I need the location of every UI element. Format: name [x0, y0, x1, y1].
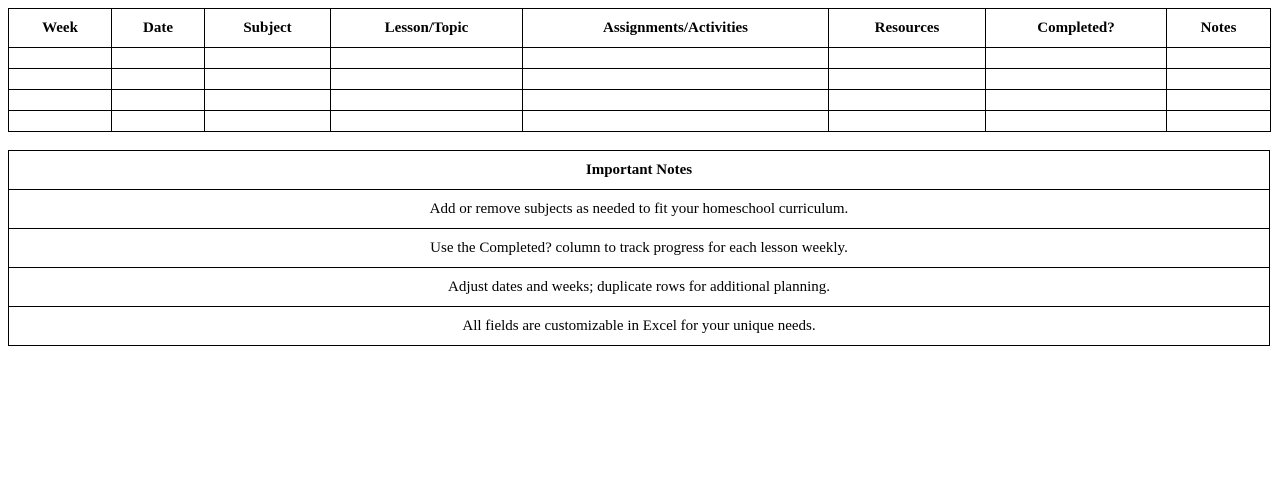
- table-row: [9, 48, 1271, 69]
- table-cell[interactable]: [9, 69, 112, 90]
- table-cell[interactable]: [829, 90, 986, 111]
- column-header-subject: Subject: [205, 9, 331, 48]
- table-row: [9, 69, 1271, 90]
- table-cell[interactable]: [1167, 111, 1271, 132]
- header-row: [9, 9, 1271, 48]
- table-cell[interactable]: [1167, 69, 1271, 90]
- table-cell[interactable]: [829, 48, 986, 69]
- note-item: Adjust dates and weeks; duplicate rows for additional planning.: [9, 268, 1270, 307]
- table-cell[interactable]: [9, 48, 112, 69]
- table-cell[interactable]: [112, 69, 205, 90]
- note-item: Use the Completed? column to track progress for each lesson weekly.: [9, 229, 1270, 268]
- column-header-date: Date: [112, 9, 205, 48]
- table-cell[interactable]: [9, 90, 112, 111]
- table-cell[interactable]: [112, 111, 205, 132]
- table-cell[interactable]: [205, 90, 331, 111]
- table-cell[interactable]: [523, 111, 829, 132]
- column-header-lesson-topic: Lesson/Topic: [331, 9, 523, 48]
- table-cell[interactable]: [331, 48, 523, 69]
- table-cell[interactable]: [829, 69, 986, 90]
- table-cell[interactable]: [331, 111, 523, 132]
- notes-row: [9, 229, 1270, 268]
- notes-row: [9, 190, 1270, 229]
- column-header-notes: Notes: [1167, 9, 1271, 48]
- notes-title: Important Notes: [9, 151, 1270, 190]
- table-cell[interactable]: [1167, 48, 1271, 69]
- table-cell[interactable]: [331, 90, 523, 111]
- column-header-resources: Resources: [829, 9, 986, 48]
- notes-header-row: [9, 151, 1270, 190]
- column-header-assignments-activities: Assignments/Activities: [523, 9, 829, 48]
- table-cell[interactable]: [205, 48, 331, 69]
- notes-row: [9, 268, 1270, 307]
- table-cell[interactable]: [112, 48, 205, 69]
- table-cell[interactable]: [986, 111, 1167, 132]
- table-cell[interactable]: [9, 111, 112, 132]
- table-cell[interactable]: [986, 69, 1167, 90]
- table-cell[interactable]: [829, 111, 986, 132]
- table-cell[interactable]: [1167, 90, 1271, 111]
- table-cell[interactable]: [112, 90, 205, 111]
- column-header-completed: Completed?: [986, 9, 1167, 48]
- notes-row: [9, 307, 1270, 346]
- table-row: [9, 111, 1271, 132]
- table-cell[interactable]: [523, 69, 829, 90]
- note-item: All fields are customizable in Excel for your unique needs.: [9, 307, 1270, 346]
- table-cell[interactable]: [205, 69, 331, 90]
- lesson-planner-table: [8, 8, 1271, 132]
- note-item: Add or remove subjects as needed to fit your homeschool curriculum.: [9, 190, 1270, 229]
- table-cell[interactable]: [523, 90, 829, 111]
- column-header-week: Week: [9, 9, 112, 48]
- table-cell[interactable]: [986, 48, 1167, 69]
- table-cell[interactable]: [986, 90, 1167, 111]
- table-cell[interactable]: [523, 48, 829, 69]
- table-row: [9, 90, 1271, 111]
- table-cell[interactable]: [205, 111, 331, 132]
- important-notes-table: [8, 150, 1270, 346]
- table-cell[interactable]: [331, 69, 523, 90]
